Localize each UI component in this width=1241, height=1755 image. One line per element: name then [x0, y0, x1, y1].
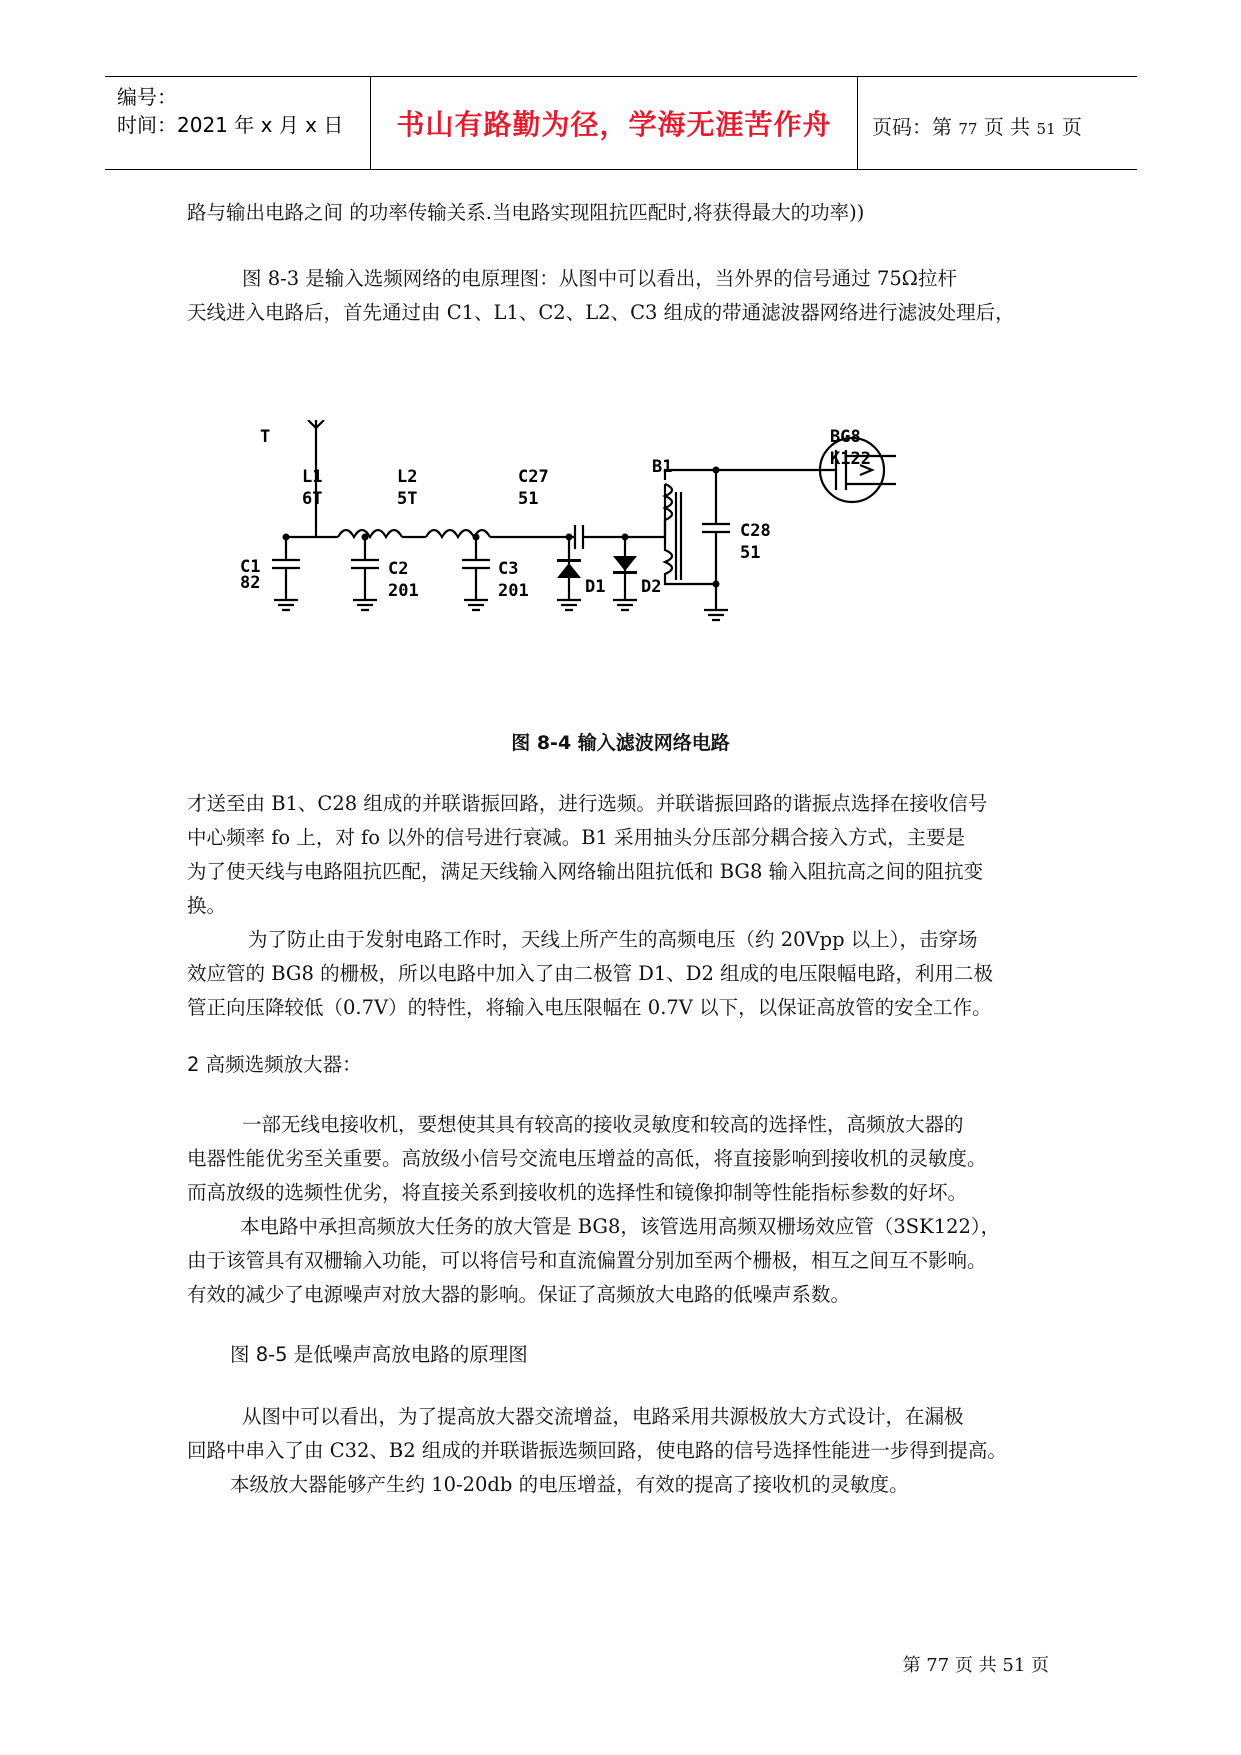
- label-c3-val: 201: [498, 581, 529, 601]
- label-c2-name: C2: [388, 559, 409, 579]
- diode-d1: [557, 563, 581, 578]
- motto: 书山有路勤为径，学海无涯苦作舟: [396, 108, 832, 141]
- label-c28-name: C28: [740, 521, 771, 541]
- page-total: 51: [1036, 120, 1056, 138]
- label-l2-val: 5T: [397, 489, 418, 509]
- label-c2-val: 201: [388, 581, 419, 601]
- paragraph-5-line-3: 而高放级的选频性优劣，将直接关系到接收机的选择性和镜像抑制等性能指标参数的好坏。: [187, 1181, 968, 1204]
- header-right-cell: [858, 77, 1137, 169]
- circuit-wires: [272, 420, 896, 620]
- page-footer: 第 77 页 共 51 页: [902, 1655, 1049, 1676]
- capacitor-c1: [272, 537, 300, 600]
- paragraph-8-line-1: 从图中可以看出，为了提高放大器交流增益，电路采用共源极放大方式设计，在漏极: [242, 1405, 964, 1428]
- page-prefix: 页码：第: [872, 115, 952, 139]
- label-l2-name: L2: [397, 467, 418, 487]
- paragraph-6-line-2: 由于该管具有双栅输入功能，可以将信号和直流偏置分别加至两个栅极，相互之间互不影响。: [187, 1249, 987, 1272]
- paragraph-8-line-2: 回路中串入了由 C32、B2 组成的并联谐振选频回路，使电路的信号选择性能进一步得到提高。: [187, 1439, 1007, 1462]
- label-c27-name: C27: [518, 467, 549, 487]
- circuit-diagram: [240, 420, 1020, 660]
- paragraph-4-line-2: 效应管的 BG8 的栅极，所以电路中加入了由二极管 D1、D2 组成的电压限幅电路，利用二极: [187, 962, 994, 985]
- header-center-cell: [370, 77, 858, 169]
- capacitor-c27: [575, 525, 583, 549]
- label-l1-name: L1: [302, 467, 323, 487]
- page-header: [105, 76, 1137, 170]
- capacitor-c28: [702, 470, 730, 584]
- label-d1: D1: [585, 577, 606, 597]
- ground-symbols: [274, 600, 728, 620]
- figure-caption: 图 8-4 输入滤波网络电路: [511, 732, 730, 754]
- diode-d2: [613, 556, 637, 571]
- capacitor-c2: [351, 537, 379, 600]
- paragraph-7: 图 8-5 是低噪声高放电路的原理图: [230, 1343, 528, 1366]
- time-label: 时间：2021 年 x 月 x 日: [117, 113, 344, 137]
- label-bg8-name: BG8: [830, 427, 861, 447]
- label-c27-val: 51: [518, 489, 539, 509]
- label-l1-val: 6T: [302, 489, 323, 509]
- paragraph-3-line-3: 为了使天线与电路阻抗匹配，满足天线输入网络输出阻抗低和 BG8 输入阻抗高之间的阻抗变: [187, 860, 984, 883]
- label-bg8-val: K122: [830, 449, 871, 469]
- inductor-l1: [338, 530, 402, 537]
- inductor-l2: [426, 530, 490, 537]
- page-mid: 页 共: [983, 115, 1031, 139]
- paragraph-3-line-4: 换。: [187, 894, 227, 917]
- transformer-b1-core: [676, 492, 681, 580]
- paragraph-4-line-1: 为了防止由于发射电路工作时，天线上所产生的高频电压（约 20Vpp 以上），击穿场: [248, 928, 978, 951]
- label-c3-name: C3: [498, 559, 519, 579]
- paragraph-5-line-2: 电器性能优劣至关重要。高放级小信号交流电压增益的高低，将直接影响到接收机的灵敏度。: [187, 1147, 987, 1170]
- label-antenna: T: [260, 427, 271, 447]
- circuit-labels: [240, 427, 871, 601]
- paragraph-3-line-1: 才送至由 B1、C28 组成的并联谐振回路，进行选频。并联谐振回路的谐振点选择在接收信号: [187, 792, 988, 815]
- label-c1-val: 82: [240, 573, 261, 593]
- paragraph-8-line-3: 本级放大器能够产生约 10-20db 的电压增益，有效的提高了接收机的灵敏度。: [230, 1473, 909, 1496]
- label-c28-val: 51: [740, 543, 761, 563]
- page-current: 77: [958, 120, 978, 138]
- paragraph-2-line-1: 图 8-3 是输入选频网络的电原理图：从图中可以看出，当外界的信号通过 75Ω拉杆: [242, 267, 957, 290]
- paragraph-6-line-1: 本电路中承担高频放大任务的放大管是 BG8，该管选用高频双栅场效应管（3SK122），: [240, 1215, 1001, 1238]
- section-heading: 2 高频选频放大器：: [187, 1053, 362, 1076]
- paragraph-3-line-2: 中心频率 fo 上，对 fo 以外的信号进行衰减。B1 采用抽头分压部分耦合接入方式，主要是: [187, 826, 966, 849]
- serial-label: 编号：: [117, 85, 177, 109]
- label-b1: B1: [652, 457, 673, 477]
- paragraph-1: 路与输出电路之间 的功率传输关系.当电路实现阻抗匹配时,将获得最大的功率)): [187, 201, 865, 224]
- page-suffix: 页: [1061, 115, 1082, 139]
- paragraph-2-line-2: 天线进入电路后，首先通过由 C1、L1、C2、L2、C3 组成的带通滤波器网络进行滤波处理后，: [187, 301, 1015, 324]
- capacitor-c3: [462, 537, 490, 600]
- page-code: [872, 111, 1082, 140]
- label-c1-name: C1: [240, 557, 261, 577]
- paragraph-6-line-3: 有效的减少了电源噪声对放大器的影响。保证了高频放大电路的低噪声系数。: [187, 1283, 851, 1306]
- paragraph-5-line-1: 一部无线电接收机，要想使其具有较高的接收灵敏度和较高的选择性，高频放大器的: [242, 1113, 964, 1136]
- paragraph-4-line-3: 管正向压降较低（0.7V）的特性，将输入电压限幅在 0.7V 以下，以保证高放管的安全工作。: [187, 996, 992, 1019]
- header-left-cell: [105, 77, 370, 169]
- label-d2: D2: [641, 577, 662, 597]
